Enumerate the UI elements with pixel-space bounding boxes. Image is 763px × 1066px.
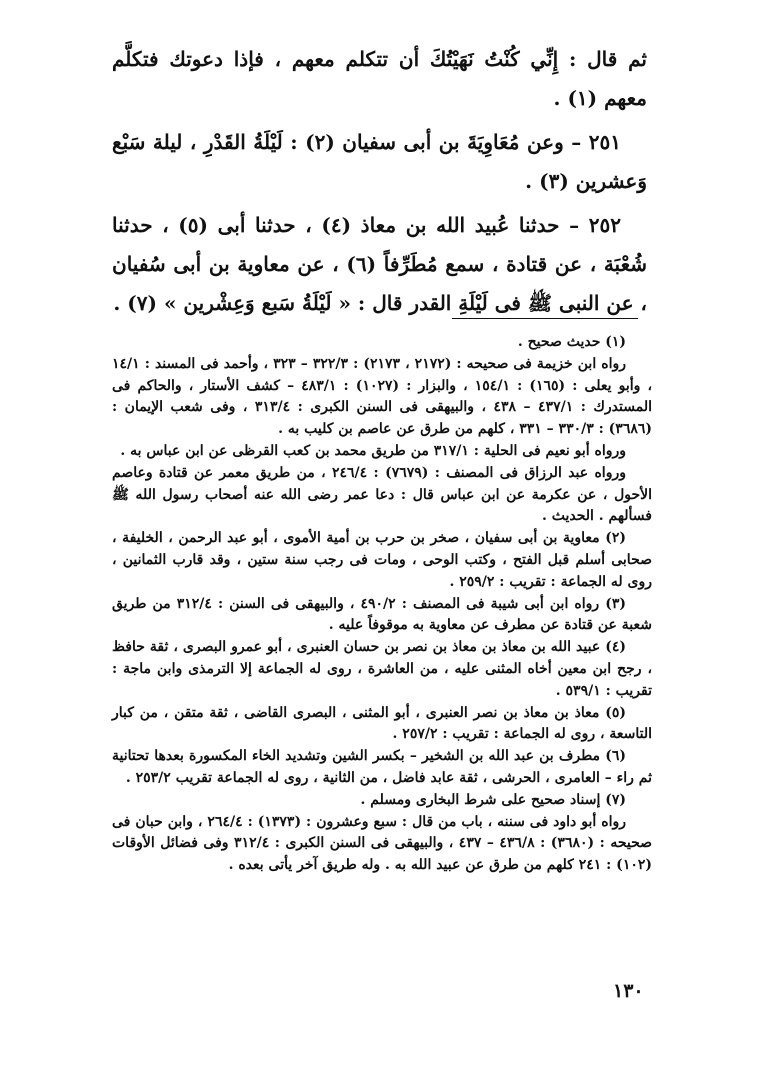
footnote-4: (٤) عبيد الله بن معاذ بن معاذ بن نصر بن حسان العنبرى ، أبو عمرو البصرى ، ثقة حافظ ، رجح ابن معين أخاه المثنى عليه ، من العاشرة ، روى له الجماعة إلا الترمذى وابن ماجة : تقريب : ٥٣٩/١ . (112, 639, 652, 699)
hadith-251: ٢٥١ – وعن مُعَاوِيَةَ بن أبى سفيان (٢) : لَيْلَةُ القَدْرِ ، ليلة سَبْع وَعشرين (٣) . (112, 130, 647, 193)
main-text (112, 40, 647, 328)
footnote-7: (٧) إسناد صحيح على شرط البخارى ومسلم . (360, 791, 626, 808)
footnote-1: (١) حديث صحيح . (517, 334, 626, 350)
footnote-3: (٣) رواه ابن أبى شيبة فى المصنف : ٤٩٠/٢ ، والبيهقى فى السنن : ٣١٢/٤ من طريق شعبة عن قتادة عن مطرف عن معاوية به موقوفاً عليه . (112, 595, 652, 634)
footnote-6: (٦) مطرف بن عبد الله بن الشخير – بكسر الشين وتشديد الخاء المكسورة بعدها تحتانية ثم راء – العامرى ، الحرشى ، ثقة عابد فاضل ، من الثانية ، روى له الجماعة تقريب ٢٥٣/٢ . (112, 748, 652, 786)
footnote-2: (٢) معاوية بن أبى سفيان ، صخر بن حرب بن أمية الأموى ، أبو عبد الرحمن ، الخليفة ، صحابى أسلم قبل الفتح ، وكتب الوحى ، ومات فى رجب سنة ستين ، وقد قارب الثمانين ، روى له الجماعة : تقريب : ٢٥٩/٢ . (112, 530, 652, 590)
footnotes (112, 332, 652, 877)
footnote-separator (452, 318, 638, 319)
page-number: ١٣٠ (613, 980, 644, 1002)
footnote-5: (٥) معاذ بن معاذ بن نصر العنبرى ، أبو المثنى ، البصرى القاضى ، ثقة متقن ، من كبار التاسعة ، روى له الجماعة : تقريب : ٢٥٧/٢ . (112, 704, 652, 743)
hadith-252: ٢٥٢ – حدثنا عُبيد الله بن معاذ (٤) ، حدثنا أبى (٥) ، حدثنا شُعْبَة ، عن قتادة ، سمع مُطَرِّفاً (٦) ، عن معاوية بن أبى سُفيان ، عن النبى ﷺ فى لَيْلَةِ القدر قال : « لَيْلَةُ سَبع وَعِشْرين » (٧) . (112, 213, 647, 315)
main-paragraph-continuation: ثم قال : إِنِّي كُنْتُ نَهَيْتُكَ أن تتكلم معهم ، فإذا دعوتك فتكلَّم معهم (١) . (112, 47, 647, 110)
footnote-1-text: ورواه أبو نعيم فى الحلية : ٣١٧/١ من طريق محمد بن كعب القرظى عن ابن عباس به . (120, 442, 626, 459)
footnote-1-text: ورواه عبد الرزاق فى المصنف : (٧٦٧٩) : ٢٤٦/٤ ، من طريق معمر عن قتادة وعاصم الأحول ، عن عكرمة عن ابن عباس قال : دعا عمر رضى الله عنه أصحاب رسول الله ﷺ فسألهم . الحديث . (112, 464, 652, 525)
footnote-1-text: رواه ابن خزيمة فى صحيحه : (٢١٧٢ ، ٢١٧٣) : ٣٢٢/٣ – ٣٢٣ ، وأحمد فى المسند : ١٤/١ ، وأبو يعلى : (١٦٥) : ١٥٤/١ ، والبزار : (١٠٢٧) : ٤٨٣/١ – كشف الأستار ، والحاكم فى المستدرك : ٤٣٧/١ – ٤٣٨ ، والبيهقى فى السنن الكبرى : ٣١٣/٤ ، وفى شعب الإيمان : (٣٦٨٦) : ٣٣٠/٣ – ٣٣١ ، كلهم من طرق عن عاصم بن كليب به . (112, 355, 653, 438)
footnote-7-text: رواه أبو داود فى سننه ، باب من قال : سبع وعشرون : (١٣٧٣) : ٢٦٤/٤ ، وابن حبان فى صحيحه : (٣٦٨٠) : ٤٣٦/٨ – ٤٣٧ ، والبيهقى فى السنن الكبرى : ٣١٢/٤ وفى فضائل الأوقات (١٠٢) : ٢٤١ كلهم من طرق عن عبيد الله به . وله طريق آخر يأتى بعده . (112, 813, 653, 874)
